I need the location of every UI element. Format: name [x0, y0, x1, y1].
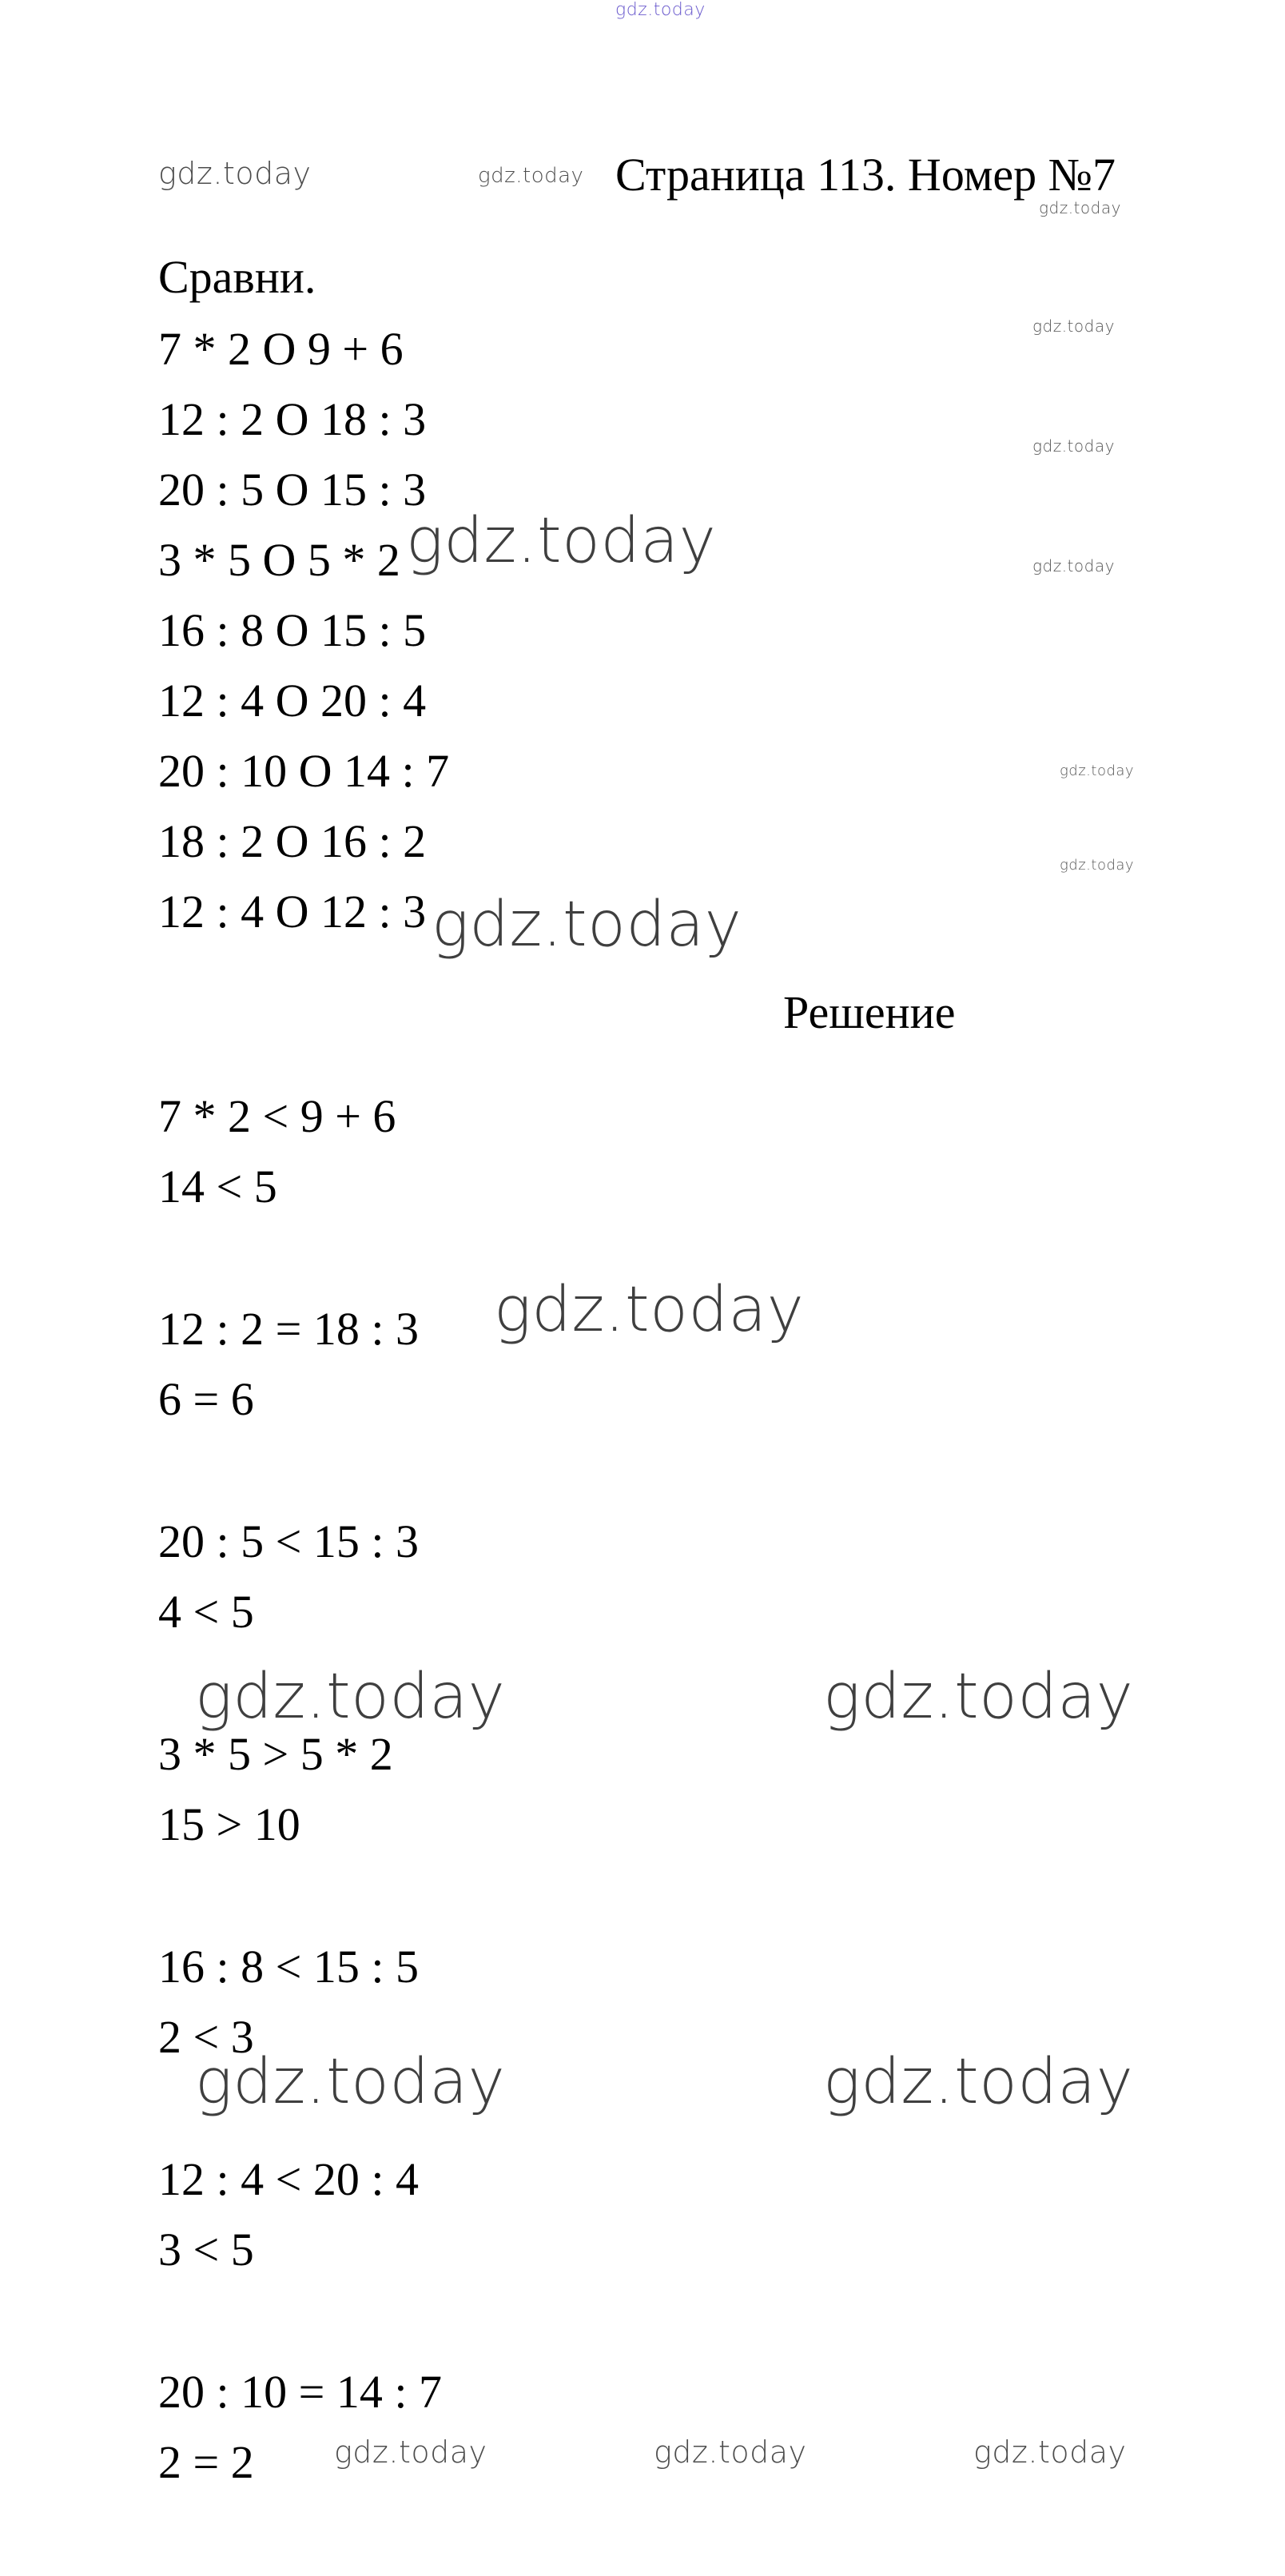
task-line: 12 : 4 О 20 : 4 [158, 675, 427, 727]
watermark-text: gdz.today [406, 505, 717, 577]
watermark-text: gdz.today [478, 164, 584, 188]
solution-line: 14 < 5 [158, 1161, 277, 1212]
solution-heading: Решение [783, 986, 956, 1038]
task-line: 12 : 4 О 12 : 3 [158, 886, 427, 938]
watermark-text: gdz.today [1032, 556, 1115, 575]
watermark-text: gdz.today [158, 156, 312, 191]
solution-line: 4 < 5 [158, 1586, 254, 1638]
task-line: 20 : 10 О 14 : 7 [158, 745, 450, 797]
watermark-text: gdz.today [1032, 436, 1115, 456]
watermark-text: gdz.today [1060, 762, 1135, 779]
solution-line: 12 : 4 < 20 : 4 [158, 2153, 419, 2205]
watermark-text: gdz.today [432, 889, 742, 961]
solution-line: 12 : 2 = 18 : 3 [158, 1303, 419, 1355]
watermark-text: gdz.today [823, 1661, 1134, 1733]
task-line: 18 : 2 О 16 : 2 [158, 815, 427, 867]
task-line: 3 * 5 О 5 * 2 [158, 534, 400, 586]
page-title: Страница 113. Номер №7 [615, 149, 1116, 201]
solution-line: 2 < 3 [158, 2011, 254, 2063]
watermark-text: gdz.today [1060, 857, 1135, 874]
solution-line: 6 = 6 [158, 1373, 254, 1425]
watermark-text: gdz.today [823, 2046, 1134, 2118]
solution-line: 20 : 10 = 14 : 7 [158, 2366, 442, 2418]
watermark-text: gdz.today [654, 2435, 807, 2470]
watermark-text: gdz.today [334, 2435, 487, 2470]
task-line: 20 : 5 О 15 : 3 [158, 464, 427, 516]
solution-line: 20 : 5 < 15 : 3 [158, 1515, 419, 1567]
solution-line: 15 > 10 [158, 1798, 300, 1850]
task-prompt: Сравни. [158, 251, 316, 303]
solution-line: 3 * 5 > 5 * 2 [158, 1728, 393, 1780]
solution-line: 7 * 2 < 9 + 6 [158, 1090, 396, 1142]
watermark-text: gdz.today [195, 1661, 506, 1733]
task-line: 16 : 8 О 15 : 5 [158, 604, 427, 656]
solution-line: 16 : 8 < 15 : 5 [158, 1941, 419, 1993]
task-line: 12 : 2 О 18 : 3 [158, 393, 427, 445]
watermark-text: gdz.today [1032, 317, 1115, 336]
solution-line: 2 = 2 [158, 2436, 254, 2488]
solution-line: 3 < 5 [158, 2224, 254, 2275]
watermark-text: gdz.today [1039, 198, 1121, 217]
watermark-text: gdz.today [494, 1274, 805, 1346]
watermark-text: gdz.today [973, 2435, 1127, 2470]
task-line: 7 * 2 О 9 + 6 [158, 323, 404, 375]
watermark-text: gdz.today [195, 2046, 506, 2118]
watermark-text: gdz.today [615, 0, 706, 20]
